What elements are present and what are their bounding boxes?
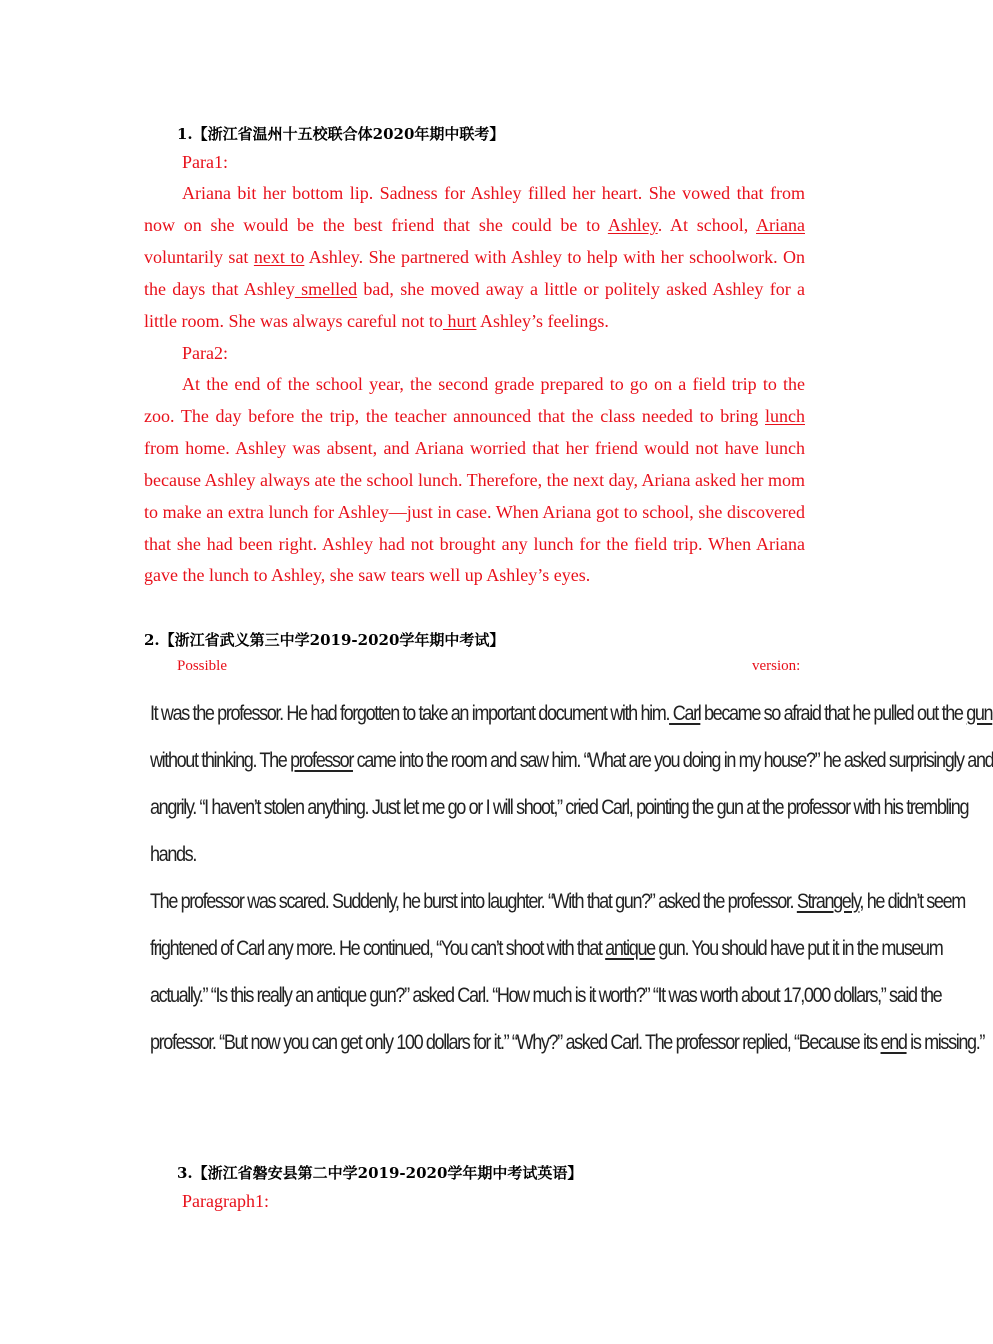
text-run: . At school, [657,214,757,235]
underlined-word: next to [253,246,305,267]
scan-line [150,843,807,867]
underlined-word: lunch [765,405,805,426]
version-label: version: [752,658,801,674]
text-run: , he didn’t seem [859,890,965,913]
scan-line [150,984,942,1008]
q2-heading [144,629,504,650]
text-run: At the end of the school year, the second grade prepared to go on a field trip to the zoo. The day before the trip, the teacher announced that the class needed to bring [144,374,805,426]
text-run: actually.” “Is this really an antique gun?” asked Carl. “How much is it worth?” “It was worth about 17,000 dollars,” said the [150,984,942,1007]
text-run: The professor was scared. Suddenly, he burst into laughter. “With that gun?” asked the professor. [150,890,797,913]
q1-para2-text [144,369,805,592]
text-run: bad, she moved away a little or politely asked Ashley for a little room. She was always careful not to [144,278,805,331]
text-run: Ashley. She partnered with Ashley to help with her schoolwork. On the days that Ashley [144,246,806,299]
q2-heading-source: 【浙江省武义第三中学2019-2020学年期中考试】 [159,631,505,649]
q3-para1-label: Paragraph1: [182,1191,269,1211]
scan-line [150,1031,984,1055]
text-run: came into the room and saw him. “What are you doing in my house?” he asked surprisingly and [352,749,993,772]
underlined-word: hurt [442,310,477,331]
text-run: became so afraid that he pulled out the [700,702,967,725]
q1-heading-number: 1. [177,125,193,143]
text-run: gun. You should have put it in the museum [654,937,943,960]
text-run: It was the professor. He had forgotten to take an important document with him. [150,702,670,725]
q3-heading [177,1162,582,1183]
scan-line [150,890,965,914]
underlined-word: Ashley [607,214,658,235]
text-run: Ashley’s feelings. [476,310,609,331]
underlined-word: Ariana [756,214,805,235]
text-run: professor. “But now you can get only 100 dollars for it.” “Why?” asked Carl. The professor replied, “Because its [150,1031,881,1054]
underlined-word: antique [605,937,655,960]
q1-para1-text [144,178,805,338]
scan-line [150,702,993,726]
underlined-word: gun [966,702,993,725]
text-run: is missing.” [906,1031,984,1054]
scan-line [150,937,943,961]
text-run: without thinking. The [150,749,291,772]
text-run: Ariana bit her bottom lip. Sadness for Ashley filled her heart. She vowed that from now on she would be the best friend that she could be to [144,183,805,235]
text-run: from home. Ashley was absent, and Ariana worried that her friend would not have lunch because Ashley always ate the school lunch. Therefore, the next day, Ariana asked her mom to make an extra lunch for Ashley—just in case. When Ariana got to school, she discovered that she had been right. Ashley had not brought any lunch for the field trip. When Ariana gave the lunch to Ashley, she saw tears well up Ashley’s eyes. [144,437,805,586]
q3-heading-number: 3. [177,1164,193,1182]
q1-heading [177,123,504,144]
text-run: frightened of Carl any more. He continued, “You can’t shoot with that [150,937,606,960]
scan-line [150,749,993,773]
scan-line [150,796,969,820]
text-run: voluntarily sat [144,246,254,267]
q1-para1-label: Para1: [182,152,228,172]
underlined-word: Strangely [796,890,860,913]
underlined-word: professor [290,749,353,772]
underlined-word: end [880,1031,907,1054]
q2-heading-number: 2. [144,631,160,649]
q3-heading-source: 【浙江省磐安县第二中学2019-2020学年期中考试英语】 [192,1164,583,1182]
possible-label: Possible [177,658,228,674]
q1-para2-label: Para2: [182,343,228,363]
underlined-word: Carl [669,702,701,725]
underlined-word: smelled [294,278,358,299]
text-run: hands. [150,843,196,866]
q1-heading-source: 【浙江省温州十五校联合体2020年期中联考】 [192,125,505,143]
text-run: angrily. “I haven’t stolen anything. Just let me go or I will shoot,” cried Carl, pointing the gun at the professor with his trembling [150,796,969,819]
